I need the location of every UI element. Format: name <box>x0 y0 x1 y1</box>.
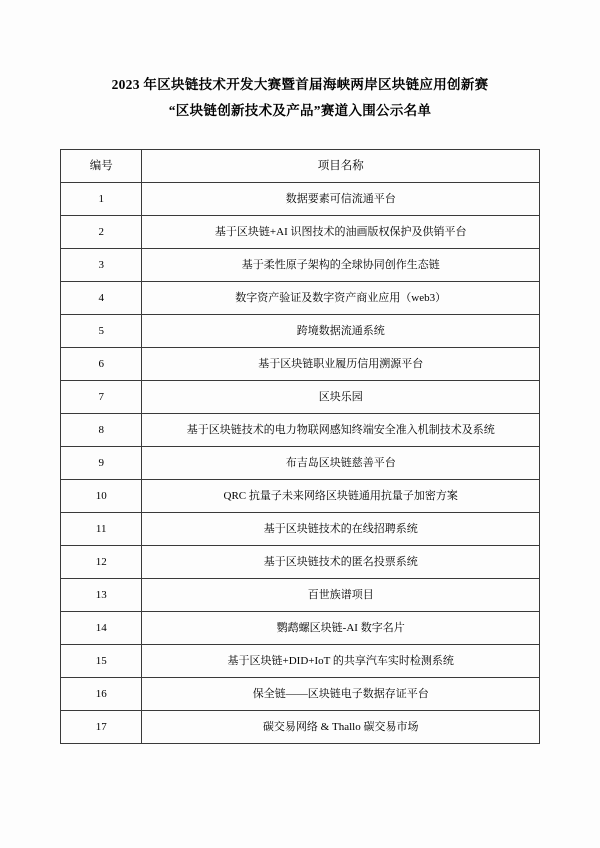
row-no <box>61 645 142 678</box>
column-header-no: 编号 <box>61 150 142 183</box>
table-row <box>61 183 540 216</box>
row-no-text: 11 <box>95 522 107 535</box>
row-no <box>61 678 142 711</box>
row-project-name-text: 基于区块链+DID+IoT 的共享汽车实时检测系统 <box>227 654 454 667</box>
table-row <box>61 711 540 744</box>
row-no <box>61 612 142 645</box>
row-no-text: 17 <box>95 720 107 733</box>
row-no <box>61 348 142 381</box>
row-project-name-text: 基于柔性原子架构的全球协同创作生态链 <box>241 258 440 271</box>
row-project-name <box>142 315 540 348</box>
row-no-text: 8 <box>98 423 104 436</box>
listing-table <box>60 149 540 744</box>
table-header-row <box>61 150 540 183</box>
table-row <box>61 282 540 315</box>
row-project-name <box>142 513 540 546</box>
table-row <box>61 678 540 711</box>
row-no-text: 3 <box>98 258 104 271</box>
row-project-name-text: 数字资产验证及数字资产商业应用（web3） <box>235 291 447 304</box>
row-project-name-text: 碳交易网络 & Thallo 碳交易市场 <box>262 720 419 733</box>
table-row <box>61 480 540 513</box>
row-project-name <box>142 678 540 711</box>
row-project-name-text: 基于区块链技术的匿名投票系统 <box>263 555 418 568</box>
row-project-name-text: 鹦鹉螺区块链-AI 数字名片 <box>276 621 405 634</box>
row-no-text: 5 <box>98 324 104 337</box>
table-row <box>61 645 540 678</box>
row-project-name-text: 基于区块链技术的在线招聘系统 <box>263 522 418 535</box>
row-no <box>61 183 142 216</box>
row-no <box>61 513 142 546</box>
row-project-name <box>142 381 540 414</box>
row-project-name-text: 布吉岛区块链慈善平台 <box>285 456 396 469</box>
table-row <box>61 612 540 645</box>
row-no <box>61 711 142 744</box>
row-project-name <box>142 546 540 579</box>
row-no-text: 4 <box>98 291 104 304</box>
row-no-text: 2 <box>98 225 104 238</box>
row-project-name-text: 基于区块链+AI 识图技术的油画版权保护及供销平台 <box>214 225 467 238</box>
row-no-text: 12 <box>95 555 107 568</box>
table-row <box>61 249 540 282</box>
row-no <box>61 447 142 480</box>
row-no <box>61 315 142 348</box>
row-no-text: 15 <box>95 654 107 667</box>
row-no-text: 16 <box>95 687 107 700</box>
row-project-name-text: QRC 抗量子未来网络区块链通用抗量子加密方案 <box>223 489 458 502</box>
row-no <box>61 546 142 579</box>
column-header-name: 项目名称 <box>142 150 540 183</box>
table-row <box>61 348 540 381</box>
page-title-line-2: “区块链创新技术及产品”赛道入围公示名单 <box>168 102 432 118</box>
table-row <box>61 579 540 612</box>
row-no-text: 10 <box>95 489 107 502</box>
row-no <box>61 249 142 282</box>
table-row <box>61 447 540 480</box>
row-project-name <box>142 711 540 744</box>
row-no <box>61 414 142 447</box>
row-project-name <box>142 645 540 678</box>
row-project-name-text: 基于区块链技术的电力物联网感知终端安全准入机制技术及系统 <box>186 423 495 436</box>
row-project-name <box>142 414 540 447</box>
row-no-text: 14 <box>95 621 107 634</box>
listing-table-wrapper <box>60 149 540 744</box>
row-project-name <box>142 612 540 645</box>
row-project-name <box>142 216 540 249</box>
row-project-name-text: 数据要素可信流通平台 <box>285 192 396 205</box>
row-no-text: 6 <box>98 357 104 370</box>
row-no <box>61 282 142 315</box>
row-project-name-text: 保全链——区块链电子数据存证平台 <box>252 687 429 700</box>
row-project-name <box>142 282 540 315</box>
row-project-name-text: 基于区块链职业履历信用溯源平台 <box>258 357 424 370</box>
table-body <box>61 183 540 744</box>
table-row <box>61 513 540 546</box>
row-project-name <box>142 249 540 282</box>
row-no <box>61 216 142 249</box>
row-project-name <box>142 348 540 381</box>
table-row <box>61 216 540 249</box>
row-project-name <box>142 480 540 513</box>
row-project-name-text: 百世族谱项目 <box>307 588 374 601</box>
row-no <box>61 381 142 414</box>
row-no-text: 13 <box>95 588 107 601</box>
row-project-name-text: 区块乐园 <box>318 390 363 403</box>
table-row <box>61 315 540 348</box>
row-no-text: 7 <box>98 390 104 403</box>
table-head <box>61 150 540 183</box>
table-row <box>61 546 540 579</box>
row-project-name <box>142 183 540 216</box>
row-no <box>61 480 142 513</box>
page-title <box>60 72 540 123</box>
page-title-line-1: 2023 年区块链技术开发大赛暨首届海峡两岸区块链应用创新赛 <box>111 77 489 92</box>
row-project-name <box>142 579 540 612</box>
table-row <box>61 381 540 414</box>
row-no <box>61 579 142 612</box>
row-no-text: 9 <box>98 456 104 469</box>
row-project-name-text: 跨境数据流通系统 <box>296 324 385 337</box>
row-project-name <box>142 447 540 480</box>
table-row <box>61 414 540 447</box>
row-no-text: 1 <box>98 192 104 205</box>
